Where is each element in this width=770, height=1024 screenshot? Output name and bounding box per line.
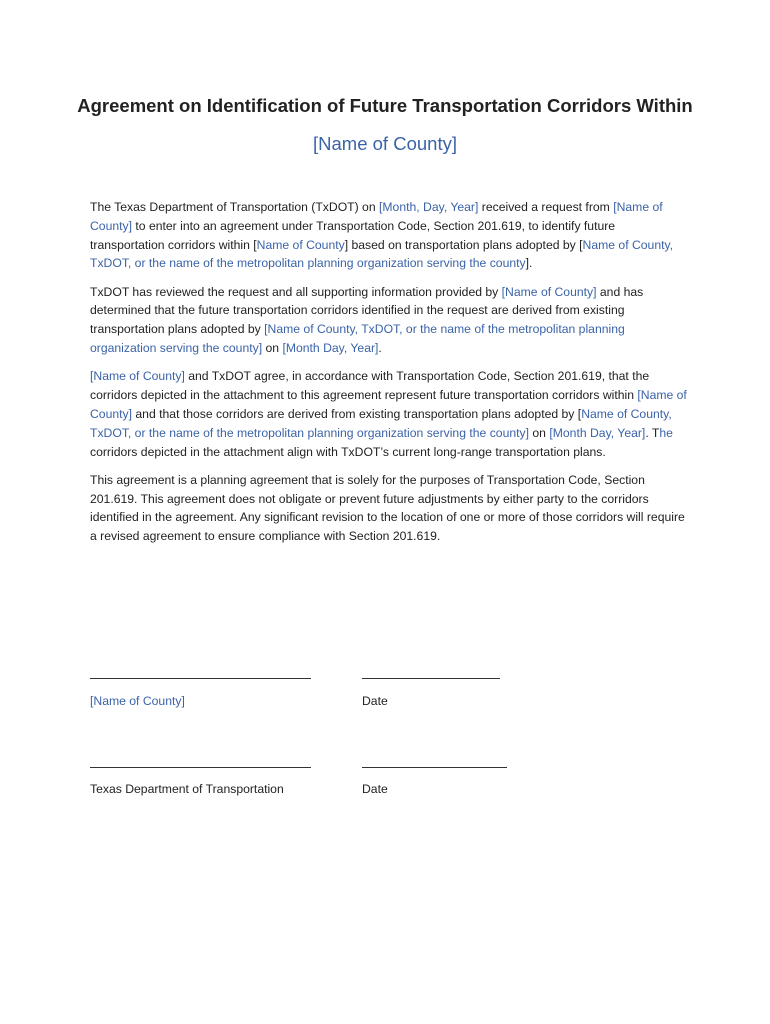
placeholder-text: Name of County (256, 237, 345, 252)
txdot-date-line (362, 767, 507, 768)
placeholder-text: [Name of County] (90, 200, 663, 233)
txdot-signature-line (90, 767, 311, 768)
placeholder-text: [Name of County] (90, 369, 185, 384)
placeholder-text: [Name of County] (501, 284, 597, 299)
agreement-body (90, 198, 690, 556)
body-text: and that those corridors are derived from existing transportation plans adopted by [ (132, 406, 582, 421)
txdot-date-label: Date (362, 782, 388, 796)
county-signature-line (90, 678, 311, 679)
body-text: . (378, 341, 382, 356)
body-text: on (262, 341, 283, 356)
body-text: This agreement is a planning agreement that is solely for the purposes of Transportation Code, Section 201.619. This agreement does not obligate or prevent future adjustments by either party to the corridors identified in the agreement. Any significant revision to the location of one or more of those corridors will require a revised agreement to ensure compliance with Section 201.619. (90, 472, 685, 544)
txdot-signature-label: Texas Department of Transportation (90, 782, 284, 796)
county-signature-label: [Name of County] (90, 694, 185, 708)
placeholder-text: [Name of County] (90, 388, 687, 421)
body-text: on (529, 425, 550, 440)
title-county-placeholder: [Name of County] (313, 133, 457, 154)
body-text: The Texas Department of Transportation (TxDOT) on (90, 200, 380, 214)
placeholder-text: Name of County, TxDOT, or the name of the metropolitan planning organization serving the county (90, 237, 674, 271)
paragraph-request (90, 198, 690, 273)
paragraph-agreement (90, 367, 690, 461)
body-text: ]. (525, 256, 533, 271)
placeholder-text: [Month Day, Year] (549, 425, 646, 440)
document-title: Agreement on Identification of Future Transportation Corridors Within (77, 95, 693, 116)
county-date-line (362, 678, 500, 679)
placeholder-text: he (659, 425, 673, 440)
placeholder-text: [Name of County, TxDOT, or the name of the metropolitan planning organization serving the county] (90, 322, 625, 356)
body-text: received a request from (478, 200, 614, 214)
body-text: and TxDOT agree, in accordance with Transportation Code, Section 201.619, that the corridors depicted in the attachment to this agreement represent future transportation corridors within (90, 369, 650, 403)
body-text: and has determined that the future transportation corridors identified in the request are derived from existing transportation plans adopted by (90, 284, 644, 337)
placeholder-text: [Month Day, Year] (282, 341, 379, 356)
body-text: ] based on transportation plans adopted by [ (344, 237, 583, 252)
paragraph-planning-purpose (90, 471, 690, 546)
body-text: corridors depicted in the attachment align with TxDOT’s current long-range transportation plans. (90, 444, 606, 459)
body-text: TxDOT has reviewed the request and all supporting information provided by (90, 284, 502, 299)
body-text: . T (645, 425, 660, 440)
placeholder-text: Name of County, TxDOT, or the name of the metropolitan planning organization serving the county] (90, 406, 672, 440)
body-text: to enter into an agreement under Transportation Code, Section 201.619, to identify future transportation corridors within [ (90, 218, 616, 252)
county-date-label: Date (362, 694, 388, 708)
paragraph-review (90, 283, 690, 358)
placeholder-text: [Month, Day, Year] (379, 200, 479, 214)
